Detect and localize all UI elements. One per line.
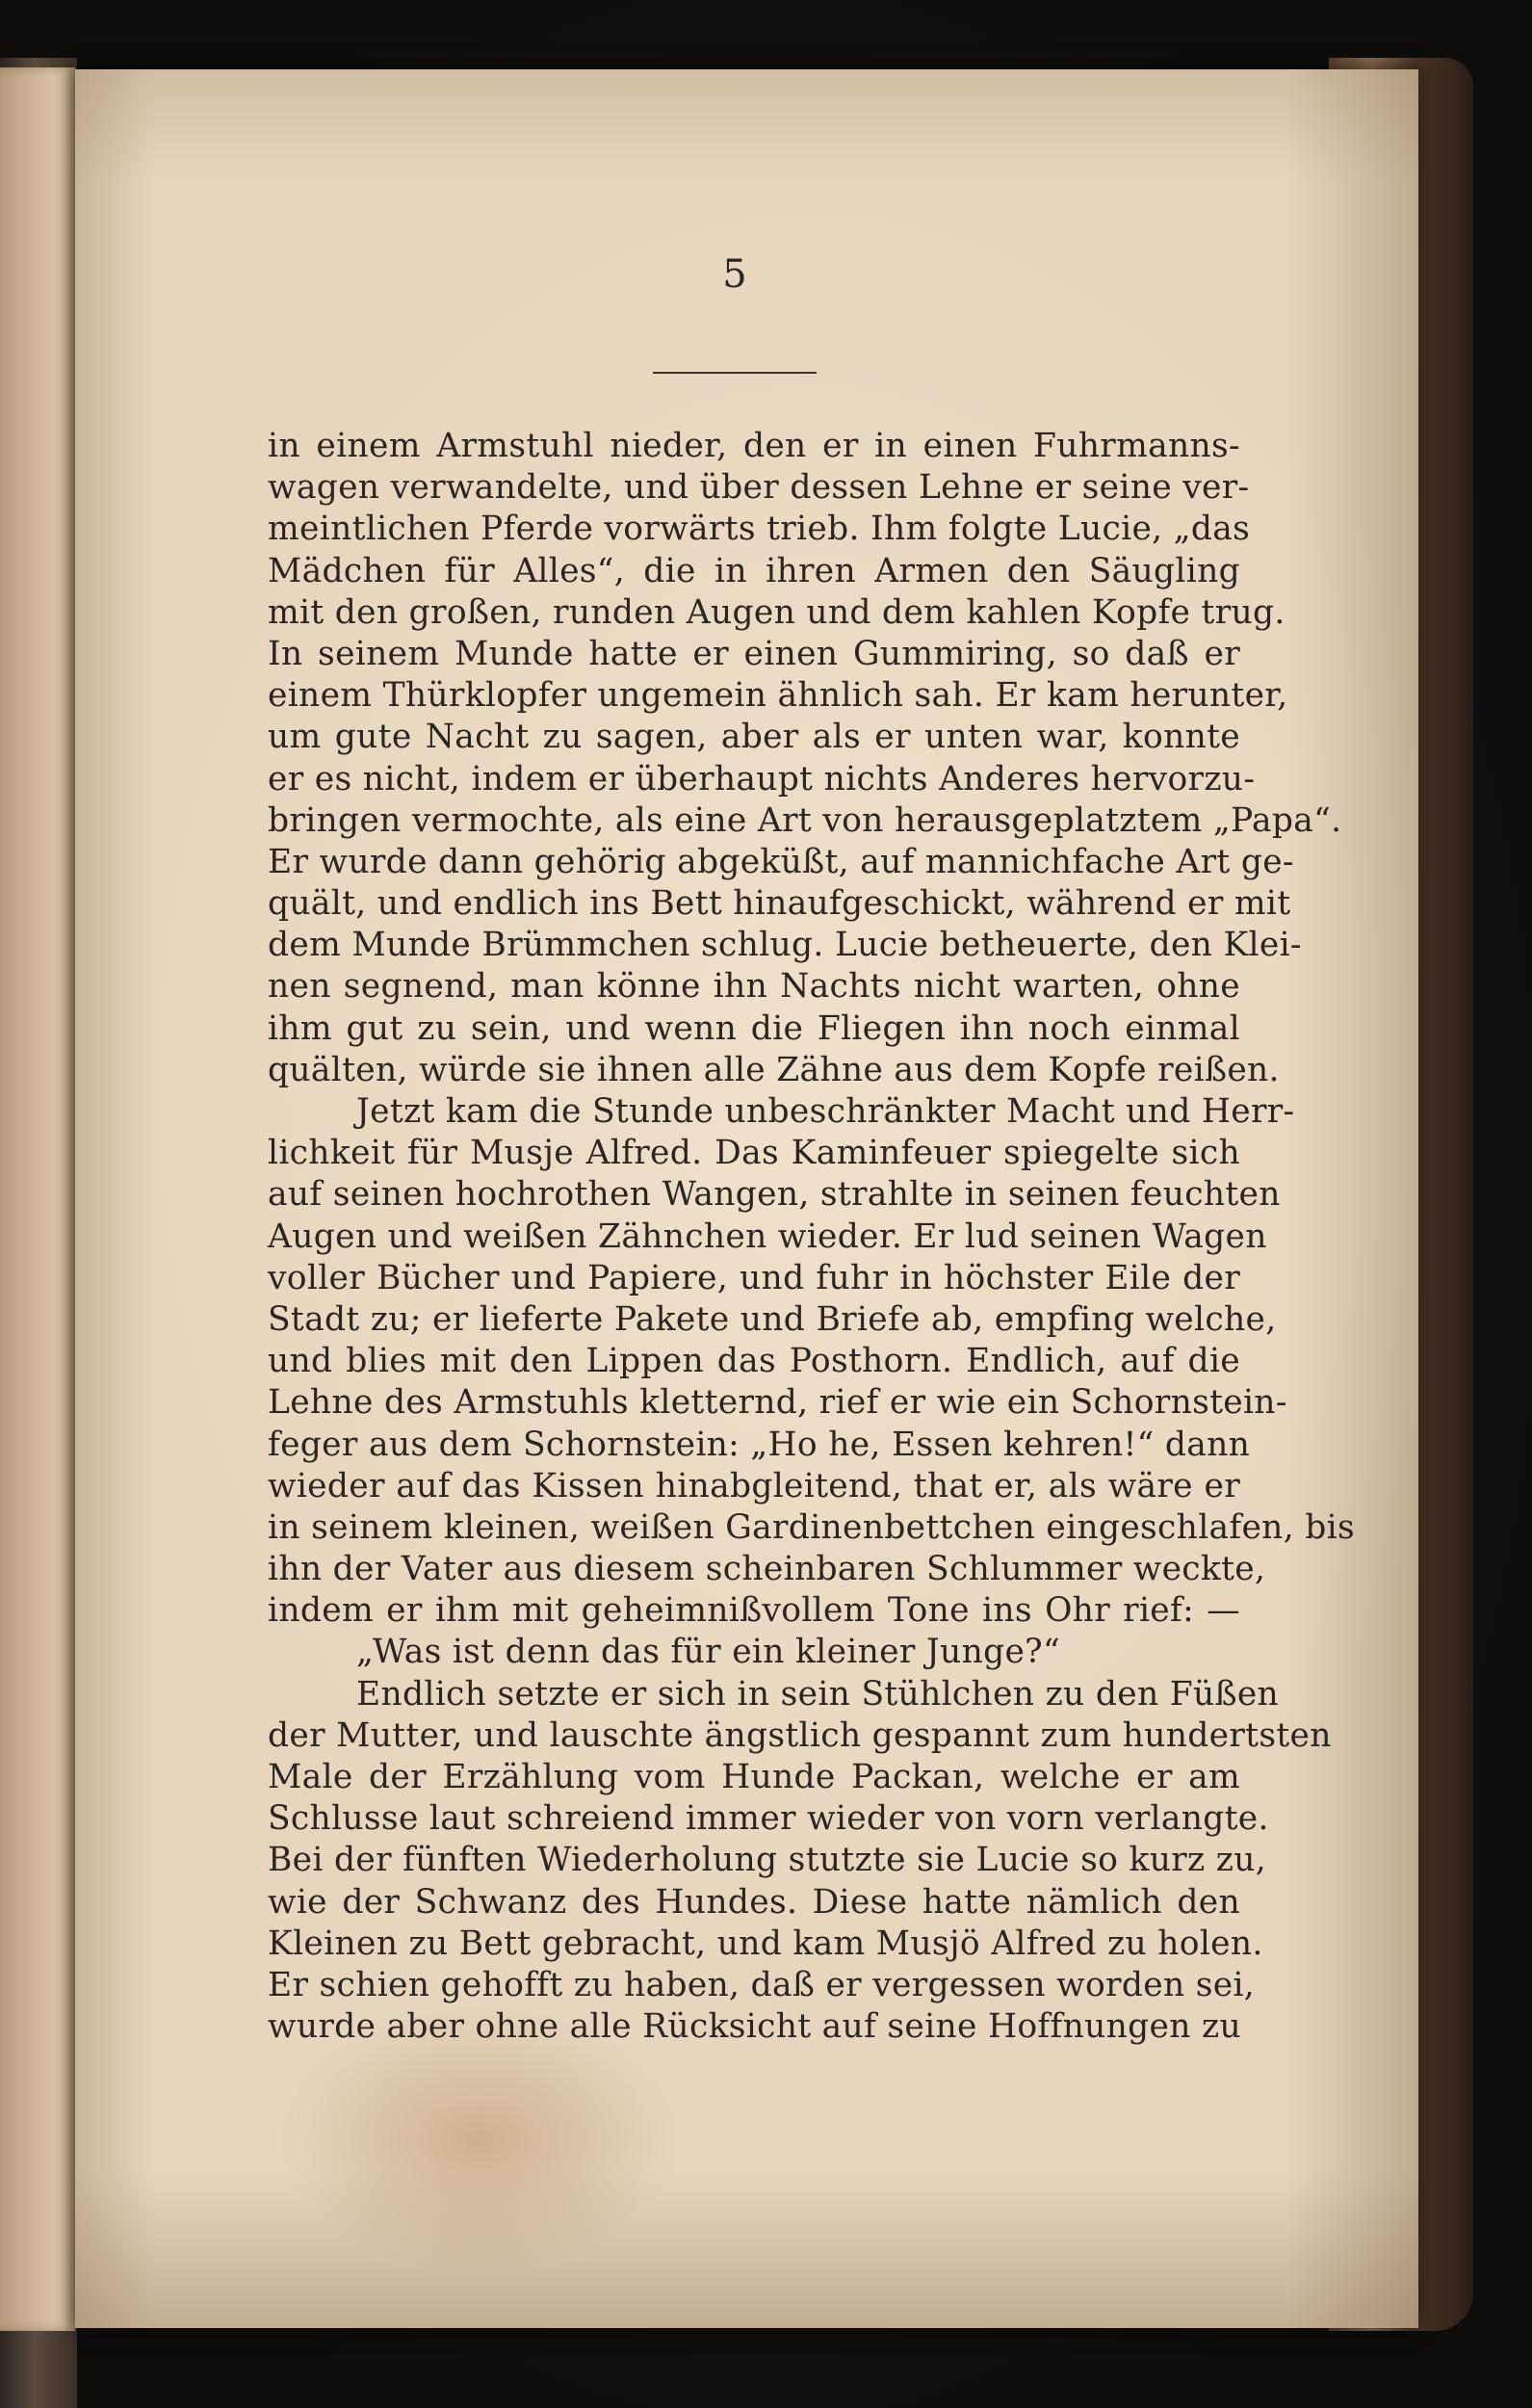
text-line: wurde aber ohne alle Rücksicht auf seine Hoffnungen zu — [268, 2007, 1242, 2047]
page-number: 5 — [722, 252, 747, 297]
text-line: „Was ist denn das für ein kleiner Junge?“ — [356, 1633, 1060, 1672]
text-line: einem Thürklopfer ungemein ähnlich sah. Er kam herunter, — [268, 676, 1288, 716]
page-number-rule — [653, 372, 817, 374]
text-line: um gute Nacht zu sagen, aber als er unten war, konnte — [268, 718, 1240, 757]
text-line: nen segnend, man könne ihn Nachts nicht warten, ohne — [268, 967, 1240, 1007]
text-line: mit den großen, runden Augen und dem kahlen Kopfe trug. — [268, 592, 1285, 632]
text-line: lichkeit für Musje Alfred. Das Kaminfeuer spiegelte sich — [268, 1134, 1240, 1173]
text-line: Endlich setzte er sich in sein Stühlchen zu den Füßen — [356, 1674, 1280, 1714]
previous-page-edge — [0, 67, 75, 2331]
text-line: Er schien gehofft zu haben, daß er vergessen worden sei, — [268, 1965, 1256, 2004]
text-line: Stadt zu; er lieferte Pakete und Briefe ab, empfing welche, — [268, 1299, 1277, 1339]
text-line: Kleinen zu Bett gebracht, und kam Musjö Alfred zu holen. — [268, 1924, 1263, 1963]
text-line: meintlichen Pferde vorwärts trieb. Ihm folgte Lucie, „das — [268, 510, 1251, 549]
text-line: Male der Erzählung vom Hunde Packan, welche er am — [268, 1758, 1240, 1796]
text-line: bringen vermochte, als eine Art von herausgeplatztem „Papa“. — [268, 800, 1342, 840]
book-page — [75, 69, 1418, 2328]
text-line: voller Bücher und Papiere, und fuhr in höchster Eile der — [268, 1258, 1240, 1297]
text-line: Mädchen für Alles“, die in ihren Armen den Säugling — [268, 551, 1240, 590]
text-line: quälten, würde sie ihnen alle Zähne aus dem Kopfe reißen. — [268, 1050, 1280, 1089]
text-line: ihn der Vater aus diesem scheinbaren Schlummer weckte, — [268, 1550, 1266, 1589]
text-line: wagen verwandelte, und über dessen Lehne er seine ver- — [268, 468, 1250, 508]
text-line: und blies mit den Lippen das Posthorn. Endlich, auf die — [268, 1342, 1240, 1381]
text-line: Augen und weißen Zähnchen wieder. Er lud seinen Wagen — [268, 1217, 1267, 1256]
text-line: feger aus dem Schornstein: „Ho he, Essen kehren!“ dann — [268, 1425, 1251, 1464]
text-line: dem Munde Brümmchen schlug. Lucie betheuerte, den Klei- — [268, 926, 1302, 965]
text-line: indem er ihm mit geheimnißvollem Tone ins Ohr rief: — — [268, 1591, 1240, 1631]
text-line: der Mutter, und lauschte ängstlich gespannt zum hundertsten — [268, 1715, 1332, 1755]
text-line: Bei der fünften Wiederholung stutzte sie Lucie so kurz zu, — [268, 1841, 1267, 1880]
text-line: auf seinen hochrothen Wangen, strahlte in seinen feuchten — [268, 1175, 1281, 1215]
text-line: in einem Armstuhl nieder, den er in einen Fuhrmanns- — [268, 427, 1240, 465]
text-line: Jetzt kam die Stunde unbeschränkter Macht und Herr- — [356, 1092, 1295, 1131]
text-line: quält, und endlich ins Bett hinaufgeschickt, während er mit — [268, 884, 1291, 924]
text-line: wie der Schwanz des Hundes. Diese hatte nämlich den — [268, 1882, 1240, 1922]
body-text — [268, 426, 1355, 2048]
text-line: er es nicht, indem er überhaupt nichts Anderes hervorzu- — [268, 759, 1256, 798]
text-line: In seinem Munde hatte er einen Gummiring, so daß er — [268, 634, 1240, 673]
text-line: in seinem kleinen, weißen Gardinenbettchen eingeschlafen, bis — [268, 1507, 1355, 1547]
text-line: Lehne des Armstuhls kletternd, rief er wie ein Schornstein- — [268, 1383, 1287, 1423]
text-line: Schlusse laut schreiend immer wieder von vorn verlangte. — [268, 1799, 1269, 1839]
text-line: ihm gut zu sein, und wenn die Fliegen ihn noch einmal — [268, 1008, 1240, 1048]
text-line: wieder auf das Kissen hinabgleitend, that er, als wäre er — [268, 1466, 1240, 1505]
text-line: Er wurde dann gehörig abgeküßt, auf mannichfache Art ge- — [268, 842, 1294, 881]
